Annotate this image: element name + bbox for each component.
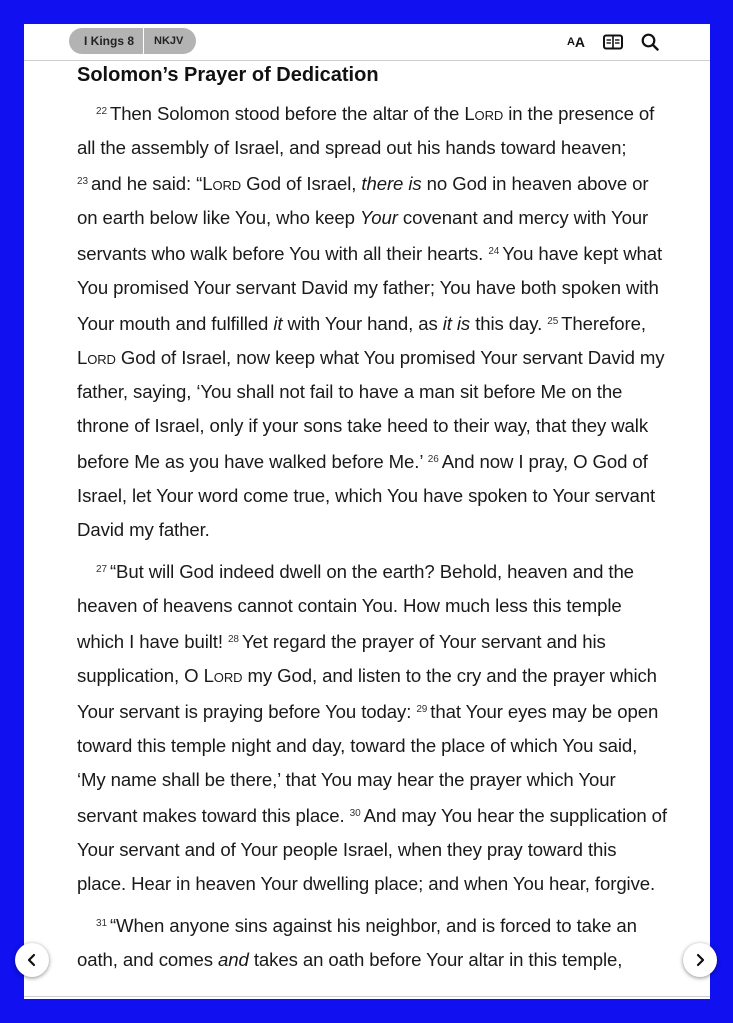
verse-text: You have kept what You promised Your servant David my father; You have both spoken with Your mouth and fulfilled [77,243,663,334]
verse-text: Then Solomon stood before the altar of the [109,103,465,124]
passage-selector [69,28,196,54]
bottom-divider [24,996,710,997]
text-size-small-a: A [566,35,575,48]
verse-number: 28 [227,634,239,645]
text-size-big-a: A [574,34,586,50]
verse-text: this day. [470,313,548,334]
verse-text: in the presence of all the assembly of Israel, and spread out his hands toward heaven; [77,103,655,158]
next-chapter-button[interactable] [683,943,717,977]
reader-view-icon[interactable] [602,31,624,53]
verse-text: covenant and mercy with Your servants who walk before You with all their hearts. [77,207,649,264]
verse-text: and he said: “ [90,173,203,194]
verse-text: takes an oath before Your altar in this temple, [248,949,623,970]
verse-text: my God, and listen to the cry and the prayer which Your servant is praying before You today: [77,665,657,722]
chevron-left-icon [26,953,38,967]
verse-number: 26 [427,454,439,465]
verse-text: “But will God indeed dwell on the earth? Behold, heaven and the heaven of heavens cannot contain You. How much less this temple which I have built! [77,561,634,652]
paragraph [77,95,667,547]
chevron-right-icon [694,953,706,967]
verse-text: Yet regard the prayer of Your servant and his supplication, O [77,631,606,686]
divine-name: Lord [77,347,116,368]
verse-number: 24 [488,246,500,257]
verse-text: that Your eyes may be open toward this temple night and day, toward the place of which You said, ‘My name shall be there,’ that You may hear the prayer which Your servant makes toward this place. [77,701,659,826]
reader-screen [24,24,710,999]
italic-text: there is [361,173,422,194]
divine-name: Lord [202,173,242,194]
divine-name: Lord [464,103,504,124]
verse-text: And now I pray, O God of Israel, let Your word come true, which You have spoken to Your servant David my father. [77,451,656,540]
scripture-content [77,62,667,977]
text-size-icon[interactable] [565,31,587,53]
verse-number: 23 [77,176,88,187]
verse-number: 25 [547,316,559,327]
verse-number: 27 [96,564,107,575]
section-heading: Solomon’s Prayer of Dedication [77,64,379,86]
verse-number: 31 [96,918,107,929]
toolbar [565,31,661,53]
verse-number: 30 [349,808,361,819]
italic-text: Your [359,207,398,228]
verse-text: And may You hear the supplication of Your servant and of Your people Israel, when they pray toward this place. Hear in heaven Your dwelling place; and when You hear, forgive. [77,805,667,894]
verse-text: God of Israel, [241,173,362,194]
verse-text: no God in heaven above or on earth below like You, who keep [77,173,649,228]
verse-number: 22 [96,106,107,117]
paragraph [77,553,667,901]
verse-text: “When anyone sins against his neighbor, and is forced to take an oath, and comes [77,915,637,970]
italic-text: it is [442,313,471,334]
divine-name: Lord [203,665,243,686]
verse-text: with Your hand, as [282,313,443,334]
book-chapter-button[interactable]: I Kings 8 [69,28,144,54]
verse-number: 29 [416,704,428,715]
previous-chapter-button[interactable] [15,943,49,977]
version-button[interactable]: NKJV [154,35,184,47]
italic-text: and [218,949,249,970]
italic-text: it [273,313,283,334]
paragraph [77,907,667,977]
top-bar [24,24,710,61]
search-icon[interactable] [639,31,661,53]
verse-text: God of Israel, now keep what You promised Your servant David my father, saying, ‘You shall not fail to have a man sit before Me on the throne of Israel, only if your sons take heed to their way, that they walk before Me as you have walked before Me.’ [77,347,665,472]
verse-text: Therefore, [561,313,646,334]
